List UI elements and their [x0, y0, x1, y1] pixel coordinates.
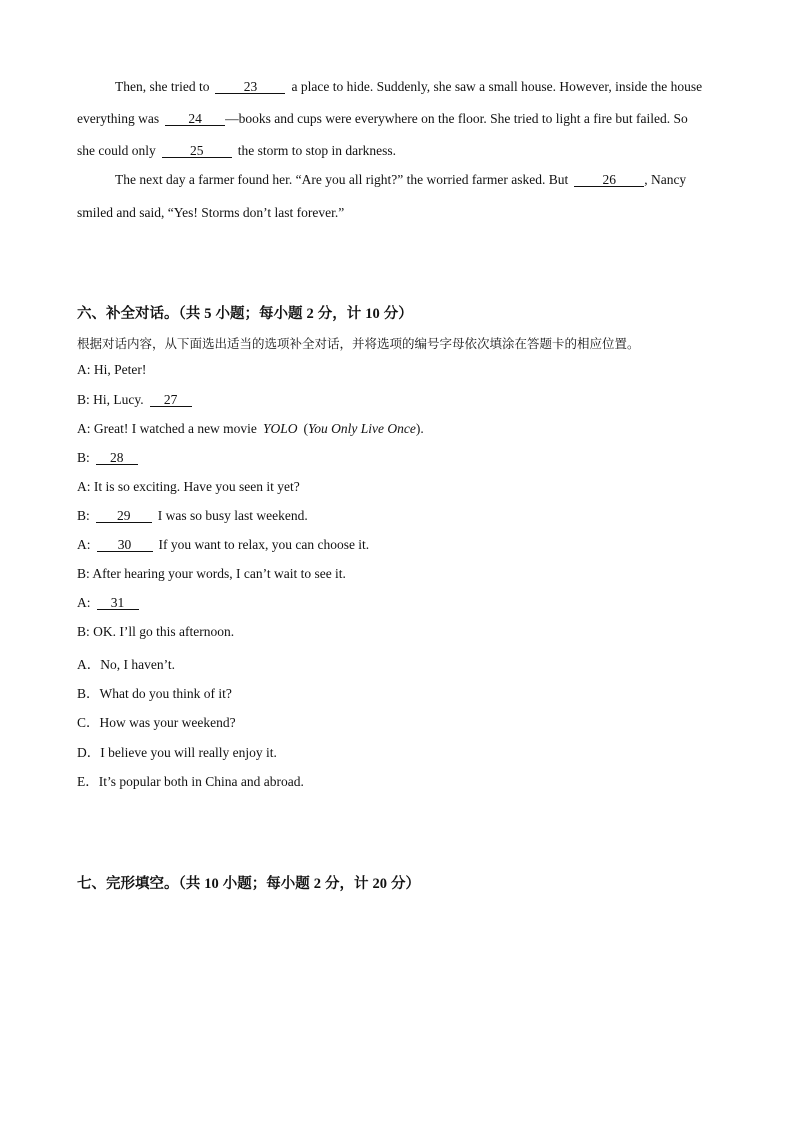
answer-blank-23: 23	[215, 80, 285, 94]
points-total: 20	[372, 876, 387, 892]
option-c: C．How was your weekend?	[77, 715, 236, 730]
answer-blank-24: 24	[165, 112, 225, 126]
points-total: 10	[365, 306, 380, 322]
paren: (	[303, 421, 308, 436]
dialogue-line	[77, 595, 139, 611]
dialogue-speaker-text: A:	[77, 537, 91, 552]
dialogue-speaker-text: B:	[77, 450, 90, 465]
answer-blank-30: 30	[97, 538, 153, 552]
dialogue-text: I was so busy last weekend.	[157, 508, 308, 523]
option-e: E．It’s popular both in China and abroad.	[77, 774, 304, 789]
passage-text: everything was	[77, 111, 160, 126]
passage-line-4	[115, 172, 686, 188]
movie-full-title: You Only Live Once	[307, 421, 416, 436]
passage-text: The next day a farmer found her. “Are you all right?” the worried farmer asked. But	[115, 172, 569, 187]
option-b: B．What do you think of it?	[77, 686, 232, 701]
passage-line-2	[77, 111, 688, 127]
passage-text: Then, she tried to	[115, 79, 210, 94]
answer-blank-27: 27	[150, 393, 192, 407]
passage-text: , Nancy	[644, 172, 687, 187]
answer-blank-25: 25	[162, 144, 232, 158]
dialogue-line	[77, 537, 369, 553]
section-title-part: 分，计	[325, 876, 369, 892]
question-count: 10	[204, 876, 219, 892]
section-title-part: 小题；每小题	[222, 876, 310, 892]
dialogue-speaker-text: B: Hi, Lucy.	[77, 392, 144, 407]
passage-text: —books and cups were everywhere on the floor. She tried to light a fire but failed. So	[225, 111, 688, 126]
section-title-part: 分）	[391, 876, 420, 892]
dialogue-text: If you want to relax, you can choose it.	[158, 537, 370, 552]
dialogue-speaker-text: A: Great! I watched a new movie	[77, 421, 257, 436]
section-6-instruction: 根据对话内容，从下面选出适当的选项补全对话，并将选项的编号字母依次填涂在答题卡的相应位置。	[77, 336, 640, 351]
dialogue-speaker-text: A:	[77, 595, 91, 610]
dialogue-line	[77, 421, 424, 437]
question-count: 5	[204, 306, 212, 322]
points-each: 2	[306, 306, 314, 322]
section-title-part: 七、完形填空。（共	[77, 876, 201, 892]
passage-line-1	[115, 79, 702, 95]
dialogue-line: A: Hi, Peter!	[77, 362, 147, 377]
option-d: D．I believe you will really enjoy it.	[77, 745, 277, 760]
dialogue-line	[77, 508, 308, 524]
passage-line-3	[77, 143, 396, 159]
passage-text: she could only	[77, 143, 156, 158]
passage-text: the storm to stop in darkness.	[237, 143, 396, 158]
dialogue-line	[77, 392, 192, 408]
section-7-title	[77, 872, 420, 893]
dialogue-line	[77, 450, 138, 466]
dialogue-line: B: OK. I’ll go this afternoon.	[77, 624, 235, 639]
section-title-part: 分，计	[317, 306, 362, 322]
passage-line-5: smiled and said, “Yes! Storms don’t last forever.”	[77, 205, 345, 220]
section-title-part: 小题；每小题	[215, 306, 303, 322]
answer-blank-29: 29	[96, 509, 152, 523]
option-a: A．No, I haven’t.	[77, 657, 175, 672]
passage-text: a place to hide. Suddenly, she saw a small house. However, inside the house	[291, 79, 703, 94]
movie-title: YOLO	[262, 421, 298, 436]
dialogue-speaker-text: B:	[77, 508, 90, 523]
answer-blank-26: 26	[574, 173, 644, 187]
answer-blank-28: 28	[96, 451, 138, 465]
section-title-part: 六、补全对话。（共	[77, 306, 201, 322]
dialogue-line: B: After hearing your words, I can’t wait to see it.	[77, 566, 346, 581]
section-title-part: 分）	[383, 306, 413, 322]
points-each: 2	[313, 876, 321, 892]
paren: ).	[415, 421, 424, 436]
section-6-title	[77, 302, 413, 323]
answer-blank-31: 31	[97, 596, 139, 610]
dialogue-line: A: It is so exciting. Have you seen it yet?	[77, 479, 300, 494]
